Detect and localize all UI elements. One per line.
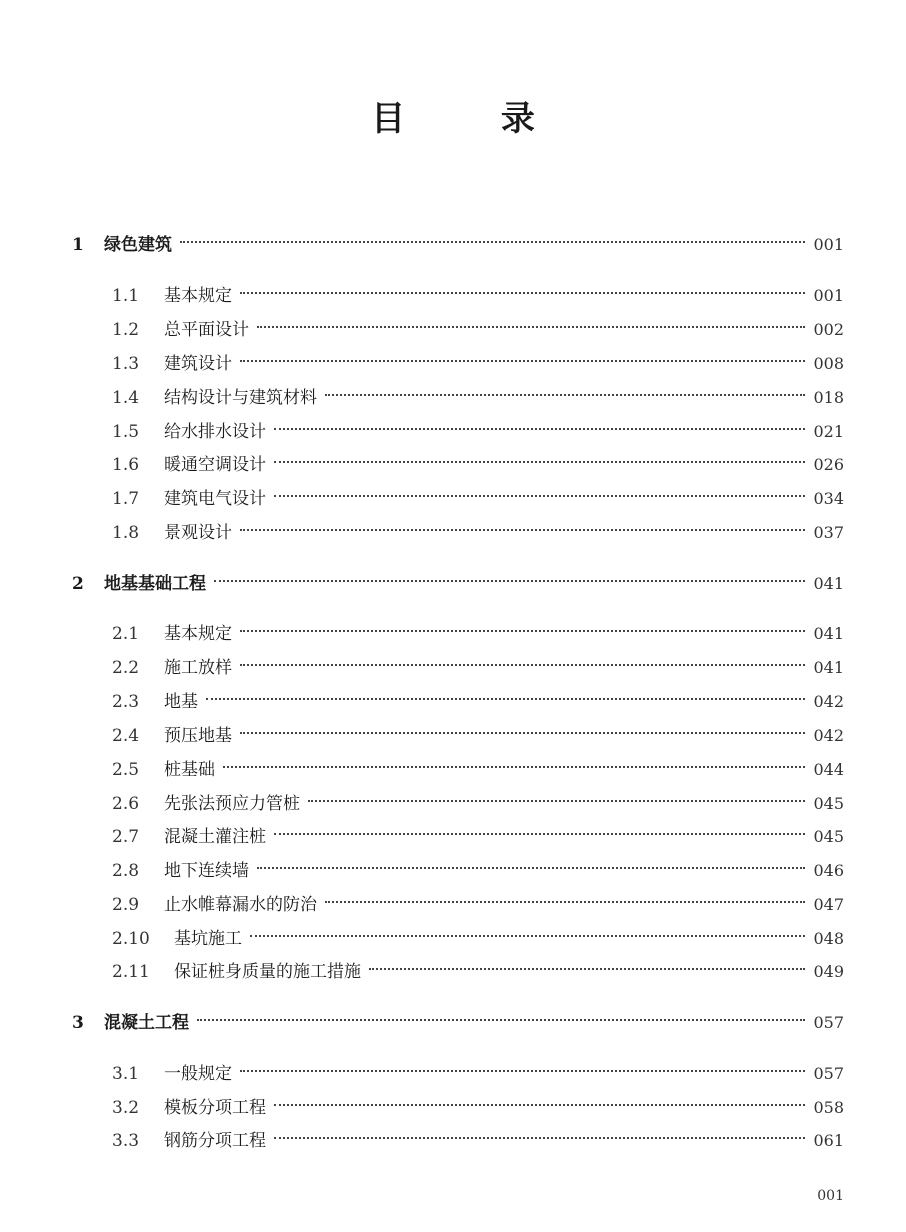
section-title: 地基: [164, 692, 198, 712]
dot-leader: [257, 326, 805, 328]
footer-page-number: 001: [817, 1188, 844, 1204]
page-number: 034: [813, 489, 844, 508]
chapter-number: 2: [72, 574, 84, 594]
toc-section-1-7[interactable]: [112, 485, 844, 513]
dot-leader: [240, 292, 805, 294]
dot-leader: [257, 867, 805, 869]
dot-leader: [240, 732, 805, 734]
toc-section-2-3[interactable]: [112, 688, 844, 716]
toc-section-1-1[interactable]: [112, 282, 844, 310]
dot-leader: [240, 664, 805, 666]
dot-leader: [274, 495, 805, 497]
dot-leader: [274, 461, 805, 463]
toc-section-2-7[interactable]: [112, 823, 844, 851]
page-number: 058: [813, 1098, 844, 1117]
page-number: 037: [813, 523, 844, 542]
page-number: 026: [813, 455, 844, 474]
dot-leader: [274, 428, 805, 430]
section-number: 1.1: [112, 286, 140, 306]
section-title: 止水帷幕漏水的防治: [164, 895, 317, 915]
page-number: 008: [813, 354, 844, 373]
section-title: 总平面设计: [164, 320, 249, 340]
section-title: 保证桩身质量的施工措施: [174, 962, 361, 982]
page-number: 042: [813, 726, 844, 745]
page-number: 048: [813, 929, 844, 948]
toc-chapter-2[interactable]: [72, 570, 844, 598]
toc-chapter-3[interactable]: [72, 1009, 844, 1037]
dot-leader: [250, 935, 805, 937]
toc-section-1-4[interactable]: [112, 384, 844, 412]
toc-section-1-5[interactable]: [112, 418, 844, 446]
dot-leader: [274, 1104, 805, 1106]
section-number: 2.10: [112, 929, 150, 949]
toc-section-2-5[interactable]: [112, 756, 844, 784]
section-title: 施工放样: [164, 658, 232, 678]
section-title: 地下连续墙: [164, 861, 249, 881]
dot-leader: [325, 901, 805, 903]
dot-leader: [308, 800, 805, 802]
page-number: 044: [813, 760, 844, 779]
page-number: 018: [813, 388, 844, 407]
section-number: 2.3: [112, 692, 140, 712]
dot-leader: [240, 360, 805, 362]
section-title: 预压地基: [164, 726, 232, 746]
section-number: 2.11: [112, 962, 150, 982]
chapter-title: 混凝土工程: [104, 1013, 189, 1033]
section-number: 3.1: [112, 1064, 140, 1084]
page-number: 041: [813, 658, 844, 677]
section-number: 2.7: [112, 827, 140, 847]
dot-leader: [240, 1070, 805, 1072]
section-number: 1.8: [112, 523, 140, 543]
section-number: 2.4: [112, 726, 140, 746]
section-title: 混凝土灌注桩: [164, 827, 266, 847]
dot-leader: [223, 766, 805, 768]
toc-section-3-1[interactable]: [112, 1060, 844, 1088]
section-number: 1.4: [112, 388, 140, 408]
section-number: 3.2: [112, 1098, 140, 1118]
page-number: 047: [813, 895, 844, 914]
dot-leader: [214, 580, 805, 582]
section-title: 给水排水设计: [164, 422, 266, 442]
chapter-number: 1: [72, 235, 84, 255]
page-number: 045: [813, 794, 844, 813]
section-number: 2.6: [112, 794, 140, 814]
page-number: 041: [813, 624, 844, 643]
toc-section-3-2[interactable]: [112, 1094, 844, 1122]
section-title: 基坑施工: [174, 929, 242, 949]
page-number: 061: [813, 1131, 844, 1150]
dot-leader: [206, 698, 805, 700]
section-number: 1.3: [112, 354, 140, 374]
toc-section-1-2[interactable]: [112, 316, 844, 344]
chapter-number: 3: [72, 1013, 84, 1033]
section-number: 2.5: [112, 760, 140, 780]
section-number: 1.5: [112, 422, 140, 442]
dot-leader: [274, 1137, 805, 1139]
toc-section-2-9[interactable]: [112, 891, 844, 919]
dot-leader: [240, 630, 805, 632]
page-number: 057: [813, 1013, 844, 1032]
page-title: 目 录: [371, 99, 577, 139]
section-title: 模板分项工程: [164, 1098, 266, 1118]
page-number: 002: [813, 320, 844, 339]
toc-section-1-8[interactable]: [112, 519, 844, 547]
toc-section-2-6[interactable]: [112, 790, 844, 818]
toc-section-2-10[interactable]: [112, 925, 844, 953]
section-number: 1.2: [112, 320, 140, 340]
section-title: 建筑设计: [164, 354, 232, 374]
section-number: 2.1: [112, 624, 140, 644]
section-title: 先张法预应力管桩: [164, 794, 300, 814]
section-title: 基本规定: [164, 624, 232, 644]
section-title: 基本规定: [164, 286, 232, 306]
chapter-title: 绿色建筑: [104, 235, 172, 255]
toc-section-2-11[interactable]: [112, 958, 844, 986]
dot-leader: [197, 1019, 805, 1021]
section-title: 暖通空调设计: [164, 455, 266, 475]
toc-section-3-3[interactable]: [112, 1127, 844, 1155]
section-number: 1.7: [112, 489, 140, 509]
dot-leader: [369, 968, 805, 970]
page-number: 045: [813, 827, 844, 846]
page-number: 057: [813, 1064, 844, 1083]
page-number: 001: [813, 235, 844, 254]
section-title: 钢筋分项工程: [164, 1131, 266, 1151]
section-title: 桩基础: [164, 760, 215, 780]
section-title: 结构设计与建筑材料: [164, 388, 317, 408]
section-number: 2.2: [112, 658, 140, 678]
dot-leader: [180, 241, 805, 243]
page-number: 021: [813, 422, 844, 441]
section-title: 一般规定: [164, 1064, 232, 1084]
section-number: 2.8: [112, 861, 140, 881]
toc-section-2-4[interactable]: [112, 722, 844, 750]
section-number: 1.6: [112, 455, 140, 475]
toc-section-2-1[interactable]: [112, 620, 844, 648]
dot-leader: [274, 833, 805, 835]
page-number: 001: [813, 286, 844, 305]
toc-section-1-3[interactable]: [112, 350, 844, 378]
toc-section-2-2[interactable]: [112, 654, 844, 682]
toc-chapter-1[interactable]: [72, 231, 844, 259]
dot-leader: [240, 529, 805, 531]
section-title: 建筑电气设计: [164, 489, 266, 509]
toc-section-1-6[interactable]: [112, 451, 844, 479]
section-number: 2.9: [112, 895, 140, 915]
toc-section-2-8[interactable]: [112, 857, 844, 885]
dot-leader: [325, 394, 805, 396]
chapter-title: 地基基础工程: [104, 574, 206, 594]
page-number: 042: [813, 692, 844, 711]
section-title: 景观设计: [164, 523, 232, 543]
page-number: 049: [813, 962, 844, 981]
page-number: 041: [813, 574, 844, 593]
section-number: 3.3: [112, 1131, 140, 1151]
page-number: 046: [813, 861, 844, 880]
